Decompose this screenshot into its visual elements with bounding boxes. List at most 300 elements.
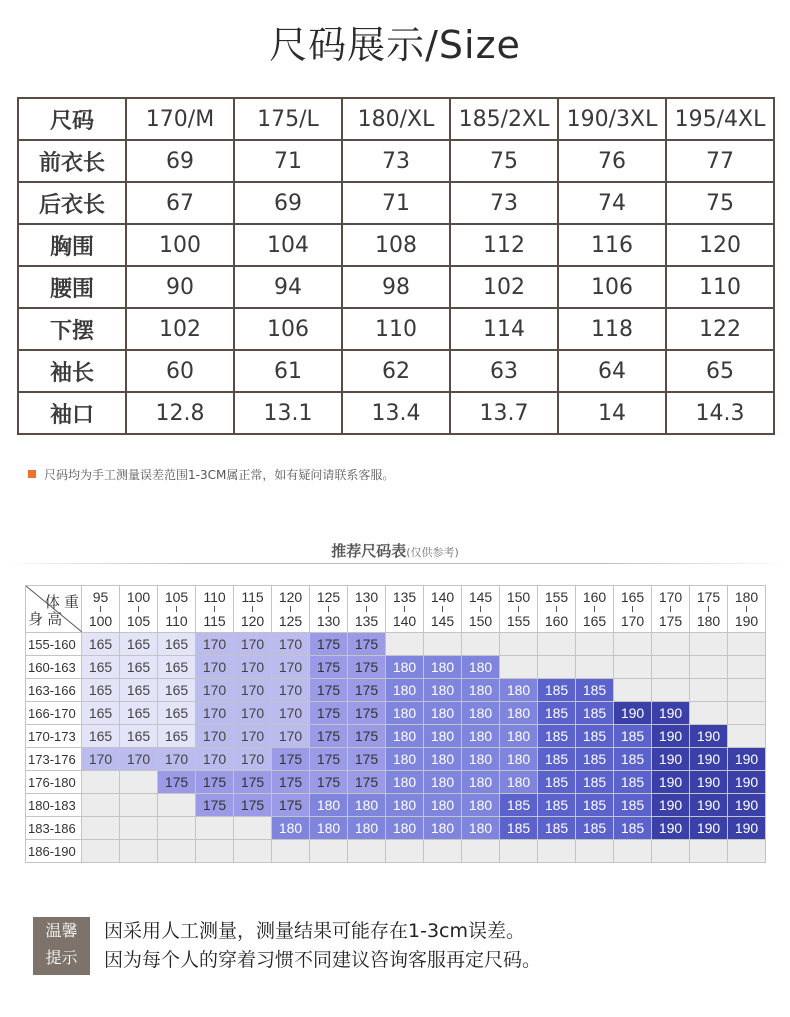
weight-range-tick (404, 606, 405, 612)
recommend-row (26, 725, 766, 748)
size-value-cell: 13.1 (234, 392, 342, 434)
recommended-size-cell: 185 (614, 794, 652, 817)
empty-cell (424, 633, 462, 656)
recommended-size-cell: 175 (272, 771, 310, 794)
empty-cell (614, 656, 652, 679)
recommended-size-cell: 185 (538, 679, 576, 702)
recommended-size-cell: 165 (120, 725, 158, 748)
recommended-size-cell: 175 (310, 725, 348, 748)
size-value-cell: 112 (450, 224, 558, 266)
recommend-row (26, 633, 766, 656)
recommend-row (26, 656, 766, 679)
size-value-cell: 75 (666, 182, 774, 224)
recommend-row (26, 679, 766, 702)
recommended-size-cell: 170 (272, 725, 310, 748)
empty-cell (652, 679, 690, 702)
recommended-size-cell: 180 (500, 679, 538, 702)
empty-cell (690, 656, 728, 679)
empty-cell (728, 840, 766, 863)
recommended-size-cell: 185 (614, 771, 652, 794)
recommended-size-cell: 180 (386, 725, 424, 748)
size-header-label: 尺码 (18, 98, 126, 140)
size-value-cell: 73 (342, 140, 450, 182)
recommended-size-cell: 175 (196, 794, 234, 817)
weight-max: 145 (430, 613, 455, 629)
size-value-cell: 69 (234, 182, 342, 224)
recommended-size-cell: 165 (82, 725, 120, 748)
weight-range-tick (632, 606, 633, 612)
recommended-size-cell: 185 (538, 748, 576, 771)
size-header-cell: 190/3XL (558, 98, 666, 140)
recommended-size-cell: 190 (690, 794, 728, 817)
empty-cell (614, 679, 652, 702)
size-value-cell: 63 (450, 350, 558, 392)
weight-min: 95 (92, 589, 109, 605)
size-table-row (18, 392, 774, 434)
weight-range-header (196, 586, 234, 633)
weight-range-tick (594, 606, 595, 612)
empty-cell (386, 633, 424, 656)
size-value-cell: 110 (666, 266, 774, 308)
recommended-size-cell: 165 (120, 702, 158, 725)
empty-cell (728, 656, 766, 679)
corner-weight-label: 体 重 (44, 594, 79, 611)
recommended-size-cell: 180 (462, 679, 500, 702)
recommended-size-cell: 180 (310, 794, 348, 817)
recommended-size-cell: 180 (424, 702, 462, 725)
recommended-size-cell: 165 (158, 656, 196, 679)
weight-range-header (234, 586, 272, 633)
recommended-size-cell: 190 (652, 748, 690, 771)
size-value-cell: 98 (342, 266, 450, 308)
recommended-size-cell: 175 (348, 656, 386, 679)
empty-cell (500, 633, 538, 656)
size-row-label: 袖长 (18, 350, 126, 392)
recommended-size-cell: 180 (386, 748, 424, 771)
weight-min: 125 (316, 589, 341, 605)
recommended-size-cell: 175 (310, 656, 348, 679)
recommended-size-cell: 190 (690, 771, 728, 794)
size-value-cell: 77 (666, 140, 774, 182)
recommended-size-cell: 175 (310, 633, 348, 656)
size-header-cell: 185/2XL (450, 98, 558, 140)
empty-cell (196, 840, 234, 863)
recommended-size-cell: 175 (310, 679, 348, 702)
empty-cell (158, 840, 196, 863)
recommended-size-cell: 175 (272, 794, 310, 817)
recommended-size-cell: 165 (82, 656, 120, 679)
size-value-cell: 61 (234, 350, 342, 392)
weight-max: 160 (544, 613, 569, 629)
recommended-size-cell: 180 (272, 817, 310, 840)
recommended-size-cell: 180 (424, 679, 462, 702)
size-value-cell: 104 (234, 224, 342, 266)
weight-range-header (462, 586, 500, 633)
size-header-cell: 175/L (234, 98, 342, 140)
weight-min: 175 (696, 589, 721, 605)
height-range-label: 155-160 (26, 633, 82, 656)
empty-cell (82, 817, 120, 840)
empty-cell (82, 771, 120, 794)
size-value-cell: 13.4 (342, 392, 450, 434)
weight-max: 180 (696, 613, 721, 629)
recommended-size-cell: 190 (690, 725, 728, 748)
recommend-header-row (26, 586, 766, 633)
empty-cell (348, 840, 386, 863)
weight-range-tick (442, 606, 443, 612)
size-row-label: 腰围 (18, 266, 126, 308)
size-value-cell: 13.7 (450, 392, 558, 434)
empty-cell (576, 840, 614, 863)
size-header-cell: 170/M (126, 98, 234, 140)
weight-min: 160 (582, 589, 607, 605)
size-value-cell: 12.8 (126, 392, 234, 434)
height-range-label: 180-183 (26, 794, 82, 817)
empty-cell (728, 679, 766, 702)
recommended-size-cell: 185 (576, 794, 614, 817)
recommend-row (26, 771, 766, 794)
recommended-size-cell: 165 (158, 725, 196, 748)
recommended-size-cell: 185 (576, 725, 614, 748)
empty-cell (234, 840, 272, 863)
weight-range-header (120, 586, 158, 633)
recommended-size-cell: 170 (272, 633, 310, 656)
weight-range-header (348, 586, 386, 633)
size-value-cell: 122 (666, 308, 774, 350)
size-value-cell: 75 (450, 140, 558, 182)
size-value-cell: 116 (558, 224, 666, 266)
weight-max: 100 (88, 613, 113, 629)
weight-range-header (272, 586, 310, 633)
recommended-size-cell: 165 (158, 633, 196, 656)
recommended-size-cell: 165 (82, 679, 120, 702)
recommended-size-cell: 170 (158, 748, 196, 771)
recommended-size-cell: 180 (424, 656, 462, 679)
tip-text (104, 917, 541, 975)
empty-cell (500, 656, 538, 679)
weight-min: 145 (468, 589, 493, 605)
weight-range-header (158, 586, 196, 633)
empty-cell (538, 633, 576, 656)
recommended-size-cell: 190 (652, 702, 690, 725)
size-table-row (18, 350, 774, 392)
recommended-size-cell: 185 (538, 702, 576, 725)
recommended-size-cell: 170 (196, 725, 234, 748)
empty-cell (500, 840, 538, 863)
weight-max: 190 (734, 613, 759, 629)
weight-range-header (576, 586, 614, 633)
size-table-row (18, 182, 774, 224)
recommended-size-cell: 175 (158, 771, 196, 794)
weight-range-tick (328, 606, 329, 612)
recommended-size-cell: 170 (234, 633, 272, 656)
weight-min: 135 (392, 589, 417, 605)
recommended-size-cell: 165 (158, 679, 196, 702)
height-range-label: 186-190 (26, 840, 82, 863)
empty-cell (690, 633, 728, 656)
size-value-cell: 73 (450, 182, 558, 224)
weight-range-tick (290, 606, 291, 612)
corner-height-label: 身 高 (28, 611, 63, 628)
weight-range-header (728, 586, 766, 633)
recommended-size-cell: 180 (386, 817, 424, 840)
height-range-label: 163-166 (26, 679, 82, 702)
recommended-size-cell: 190 (652, 817, 690, 840)
recommended-size-cell: 190 (728, 771, 766, 794)
weight-range-header (310, 586, 348, 633)
recommended-size-cell: 175 (310, 771, 348, 794)
weight-max: 170 (620, 613, 645, 629)
recommended-size-cell: 190 (690, 748, 728, 771)
empty-cell (82, 794, 120, 817)
recommended-size-cell: 175 (348, 748, 386, 771)
recommended-size-cell: 185 (538, 771, 576, 794)
weight-range-header (614, 586, 652, 633)
recommend-corner (26, 586, 82, 633)
height-range-label: 176-180 (26, 771, 82, 794)
recommended-size-cell: 180 (386, 702, 424, 725)
recommended-size-cell: 180 (462, 748, 500, 771)
size-table-header-row (18, 98, 774, 140)
empty-cell (728, 633, 766, 656)
recommend-row (26, 748, 766, 771)
recommended-size-cell: 180 (424, 817, 462, 840)
recommended-size-cell: 185 (500, 794, 538, 817)
size-row-label: 袖口 (18, 392, 126, 434)
empty-cell (538, 840, 576, 863)
height-range-label: 170-173 (26, 725, 82, 748)
recommended-size-cell: 170 (82, 748, 120, 771)
tip-line2: 因为每个人的穿着习惯不同建议咨询客服再定尺码。 (104, 949, 542, 971)
recommended-size-cell: 180 (500, 725, 538, 748)
size-value-cell: 120 (666, 224, 774, 266)
size-row-label: 下摆 (18, 308, 126, 350)
recommended-size-cell: 170 (196, 748, 234, 771)
size-value-cell: 110 (342, 308, 450, 350)
recommended-size-cell: 180 (500, 748, 538, 771)
recommended-size-cell: 170 (196, 656, 234, 679)
note-text: 尺码均为手工测量误差范围1-3CM属正常，如有疑问请联系客服。 (44, 468, 395, 482)
recommended-size-cell: 175 (272, 748, 310, 771)
empty-cell (690, 840, 728, 863)
weight-range-tick (480, 606, 481, 612)
recommended-size-cell: 165 (82, 702, 120, 725)
weight-min: 105 (164, 589, 189, 605)
recommended-size-cell: 185 (576, 817, 614, 840)
size-value-cell: 100 (126, 224, 234, 266)
recommend-row (26, 840, 766, 863)
recommended-size-cell: 170 (196, 633, 234, 656)
size-value-cell: 14.3 (666, 392, 774, 434)
recommended-size-cell: 180 (424, 725, 462, 748)
size-value-cell: 118 (558, 308, 666, 350)
recommended-size-cell: 165 (82, 633, 120, 656)
recommended-size-cell: 180 (386, 656, 424, 679)
empty-cell (614, 633, 652, 656)
empty-cell (158, 817, 196, 840)
height-range-label: 173-176 (26, 748, 82, 771)
weight-max: 165 (582, 613, 607, 629)
weight-max: 115 (203, 613, 226, 629)
empty-cell (386, 840, 424, 863)
recommended-size-cell: 180 (386, 679, 424, 702)
tip-badge-line2: 提示 (45, 948, 78, 967)
recommended-size-cell: 180 (348, 817, 386, 840)
weight-range-tick (252, 606, 253, 612)
size-value-cell: 64 (558, 350, 666, 392)
tip-line1: 因采用人工测量，测量结果可能存在1-3cm误差。 (104, 920, 525, 942)
weight-max: 120 (240, 613, 265, 629)
size-value-cell: 62 (342, 350, 450, 392)
empty-cell (614, 840, 652, 863)
weight-range-tick (100, 606, 101, 612)
recommended-size-cell: 185 (538, 725, 576, 748)
size-value-cell: 102 (450, 266, 558, 308)
weight-range-tick (708, 606, 709, 612)
recommend-row (26, 702, 766, 725)
height-range-label: 183-186 (26, 817, 82, 840)
empty-cell (576, 633, 614, 656)
weight-min: 165 (620, 589, 645, 605)
size-row-label: 前衣长 (18, 140, 126, 182)
recommended-size-cell: 180 (348, 794, 386, 817)
empty-cell (538, 656, 576, 679)
size-value-cell: 69 (126, 140, 234, 182)
measurement-note (28, 466, 394, 483)
recommend-title-divider (0, 563, 790, 564)
recommended-size-cell: 175 (234, 794, 272, 817)
recommended-size-cell: 180 (424, 771, 462, 794)
empty-cell (272, 840, 310, 863)
weight-min: 140 (430, 589, 455, 605)
recommended-size-cell: 170 (234, 725, 272, 748)
size-value-cell: 60 (126, 350, 234, 392)
weight-max: 135 (354, 613, 379, 629)
tip-badge (33, 917, 90, 975)
size-value-cell: 65 (666, 350, 774, 392)
size-value-cell: 74 (558, 182, 666, 224)
note-bullet-icon (28, 470, 36, 478)
recommended-size-cell: 170 (272, 702, 310, 725)
weight-min: 110 (203, 589, 226, 605)
recommended-size-cell: 170 (272, 679, 310, 702)
weight-range-tick (670, 606, 671, 612)
weight-max: 105 (126, 613, 151, 629)
recommended-size-cell: 170 (196, 679, 234, 702)
size-value-cell: 114 (450, 308, 558, 350)
recommended-size-cell: 180 (500, 771, 538, 794)
empty-cell (652, 656, 690, 679)
recommended-size-cell: 185 (576, 679, 614, 702)
size-value-cell: 102 (126, 308, 234, 350)
recommend-row (26, 794, 766, 817)
empty-cell (120, 794, 158, 817)
empty-cell (462, 633, 500, 656)
recommended-size-cell: 170 (234, 656, 272, 679)
recommend-title-text: 推荐尺码表 (331, 542, 407, 560)
recommended-size-cell: 180 (310, 817, 348, 840)
empty-cell (120, 771, 158, 794)
recommended-size-cell: 175 (234, 771, 272, 794)
weight-max: 125 (278, 613, 303, 629)
weight-min: 180 (734, 589, 759, 605)
empty-cell (310, 840, 348, 863)
recommended-size-cell: 190 (652, 725, 690, 748)
recommended-size-cell: 175 (348, 702, 386, 725)
empty-cell (234, 817, 272, 840)
tip-badge-line1: 温馨 (45, 921, 78, 940)
empty-cell (462, 840, 500, 863)
empty-cell (728, 702, 766, 725)
height-range-label: 160-163 (26, 656, 82, 679)
empty-cell (652, 840, 690, 863)
weight-max: 175 (658, 613, 683, 629)
empty-cell (424, 840, 462, 863)
empty-cell (196, 817, 234, 840)
recommended-size-cell: 190 (728, 748, 766, 771)
weight-range-header (82, 586, 120, 633)
recommended-size-cell: 185 (576, 748, 614, 771)
recommended-size-cell: 180 (424, 748, 462, 771)
recommended-size-cell: 165 (120, 633, 158, 656)
size-header-cell: 180/XL (342, 98, 450, 140)
weight-min: 100 (126, 589, 151, 605)
recommended-size-cell: 180 (462, 794, 500, 817)
size-value-cell: 14 (558, 392, 666, 434)
recommended-size-cell: 165 (158, 702, 196, 725)
recommended-size-cell: 180 (386, 771, 424, 794)
recommended-size-cell: 185 (538, 817, 576, 840)
recommended-size-cell: 175 (310, 748, 348, 771)
empty-cell (728, 725, 766, 748)
weight-max: 110 (165, 613, 188, 629)
weight-range-header (386, 586, 424, 633)
recommended-size-cell: 190 (728, 794, 766, 817)
weight-min: 130 (354, 589, 379, 605)
weight-min: 115 (241, 589, 264, 605)
weight-range-tick (518, 606, 519, 612)
recommended-size-cell: 190 (614, 702, 652, 725)
recommend-row (26, 817, 766, 840)
recommended-size-cell: 180 (462, 725, 500, 748)
recommended-size-cell: 180 (462, 771, 500, 794)
weight-max: 150 (468, 613, 493, 629)
recommended-size-cell: 170 (120, 748, 158, 771)
recommended-size-cell: 175 (348, 679, 386, 702)
weight-min: 170 (658, 589, 683, 605)
recommended-size-cell: 190 (652, 794, 690, 817)
recommended-size-cell: 190 (652, 771, 690, 794)
size-value-cell: 71 (342, 182, 450, 224)
weight-range-tick (746, 606, 747, 612)
size-value-cell: 90 (126, 266, 234, 308)
size-value-cell: 94 (234, 266, 342, 308)
weight-range-header (652, 586, 690, 633)
recommended-size-cell: 185 (576, 771, 614, 794)
empty-cell (158, 794, 196, 817)
weight-max: 130 (316, 613, 341, 629)
empty-cell (576, 656, 614, 679)
weight-range-header (424, 586, 462, 633)
recommended-size-cell: 170 (196, 702, 234, 725)
recommended-size-cell: 170 (234, 679, 272, 702)
size-table-row (18, 224, 774, 266)
empty-cell (652, 633, 690, 656)
recommended-size-cell: 175 (348, 725, 386, 748)
size-value-cell: 76 (558, 140, 666, 182)
recommended-size-cell: 180 (462, 817, 500, 840)
size-table-row (18, 140, 774, 182)
